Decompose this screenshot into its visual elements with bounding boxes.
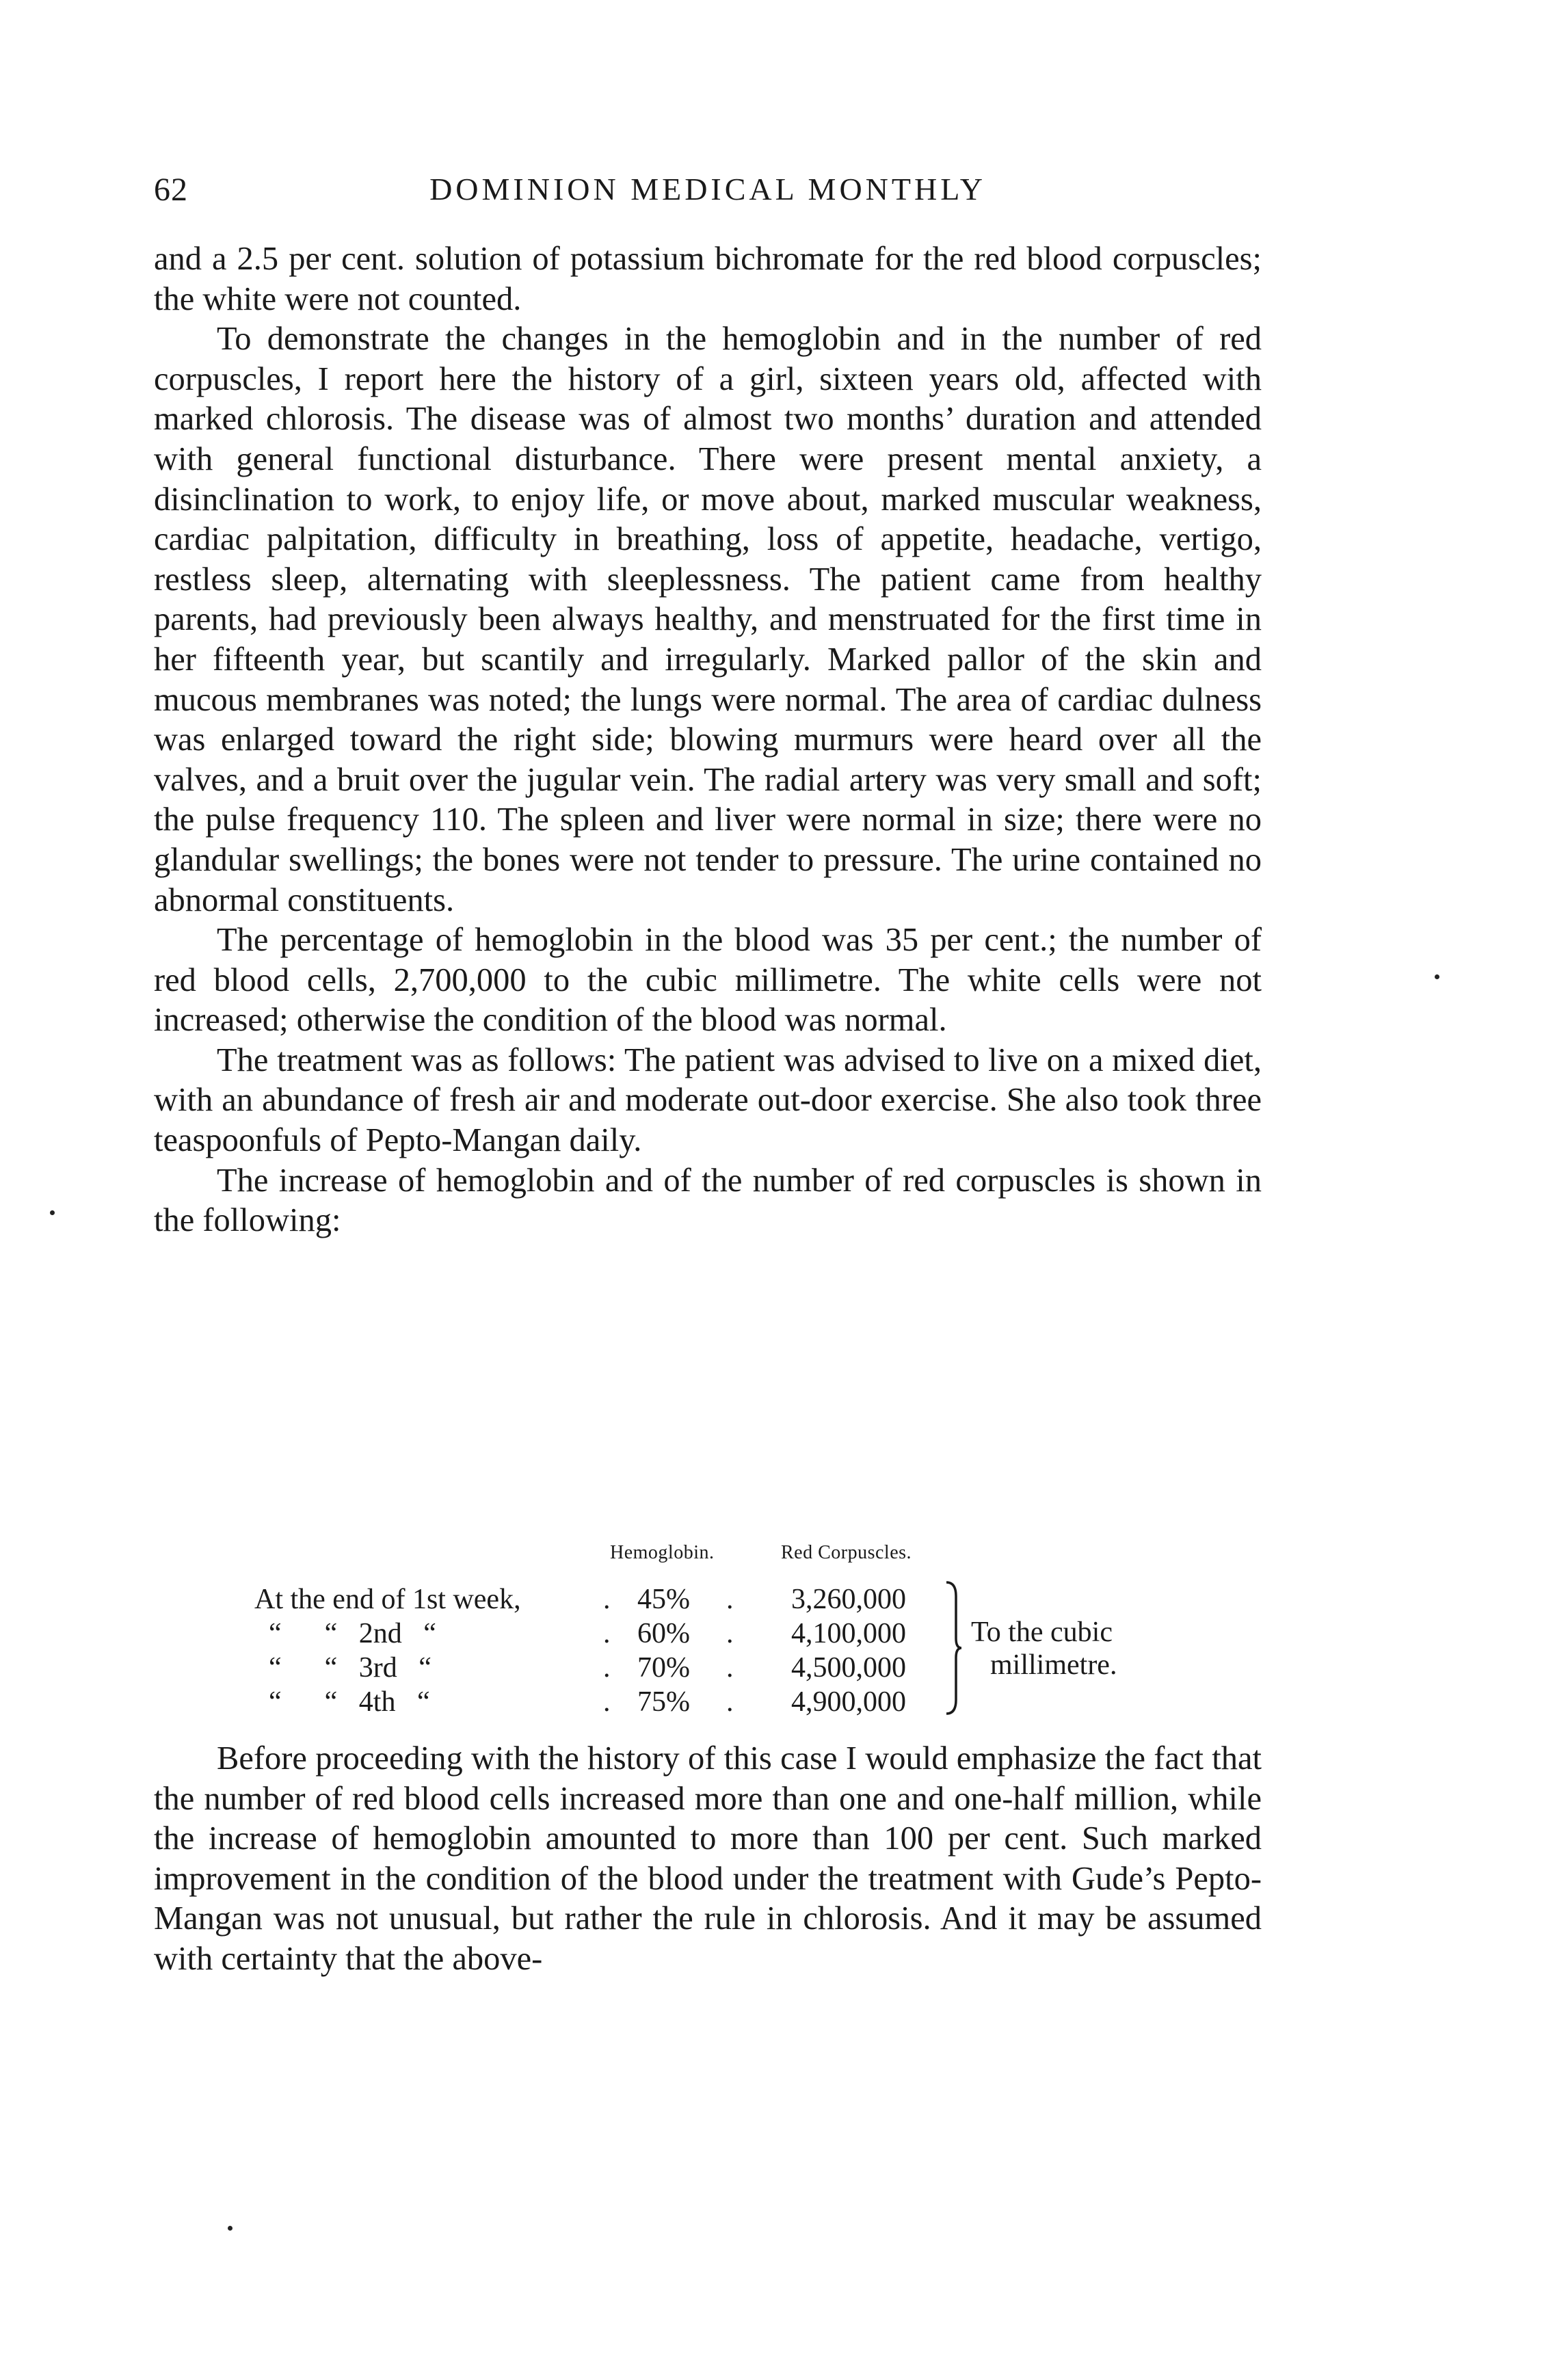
unit-note-line: To the cubic: [971, 1617, 1113, 1648]
unit-note-line: millimetre.: [990, 1649, 1117, 1681]
leader-dot: .: [603, 1618, 611, 1649]
paragraph: and a 2.5 per cent. solution of potassium bichromate for the red blood corpuscles; the white were not counted.: [154, 241, 1262, 317]
row-label: “ “ 2nd “: [254, 1618, 436, 1649]
table-row: [254, 1651, 1007, 1686]
blood-count-table: [254, 1542, 1246, 1720]
page-header: [154, 171, 1262, 219]
print-speck: [50, 1210, 55, 1215]
row-label: At the end of 1st week,: [254, 1584, 521, 1615]
page-number: 62: [154, 172, 188, 208]
leader-dot: .: [603, 1584, 611, 1615]
table-row: [254, 1686, 1007, 1720]
paragraph: Before proceeding with the history of this case I would emphasize the fact that the number of red blood cells increased more than one and one-half million, while the increase of hemoglobin amounted to more than 100 per cent. Such marked improvement in the condition of the blood under the treatment with Gude’s Pepto-Mangan was not unusual, but rather the rule in chlorosis. And it may be assumed with certainty that the above-: [154, 1740, 1262, 1977]
running-head: DOMINION MEDICAL MONTHLY: [429, 172, 986, 207]
leader-dot: .: [726, 1686, 734, 1718]
red-corpuscles-column-header: Red Corpuscles.: [781, 1542, 912, 1563]
red-corpuscles-value: 4,900,000: [791, 1686, 906, 1718]
row-label: “ “ 3rd “: [254, 1652, 431, 1684]
table-row: [254, 1583, 1007, 1617]
red-corpuscles-value: 4,500,000: [791, 1652, 906, 1684]
leader-dot: .: [603, 1652, 611, 1684]
leader-dot: .: [726, 1618, 734, 1649]
hemoglobin-value: 70%: [637, 1652, 690, 1684]
table-row: [254, 1617, 1007, 1651]
print-speck: [228, 2226, 232, 2231]
row-label: “ “ 4th “: [254, 1686, 430, 1718]
print-speck: [1435, 974, 1439, 979]
paragraph: To demonstrate the changes in the hemoglobin and in the number of red corpuscles, I report here the history of a girl, sixteen years old, affected with marked chlorosis. The disease was of almost two months’ duration and attended with general functional disturbance. There were present mental anxiety, a disinclination to work, to enjoy life, or move about, marked muscular weakness, cardiac palpitation, difficulty in breathing, loss of appetite, headache, vertigo, restless sleep, alternating with sleeplessness. The patient came from healthy parents, had previously been always healthy, and menstruated for the first time in her fifteenth year, but scantily and irregularly. Marked pallor of the skin and mucous membranes was noted; the lungs were normal. The area of cardiac dulness was enlarged toward the right side; blowing murmurs were heard over all the valves, and a bruit over the jugular vein. The radial artery was very small and soft; the pulse frequency 110. The spleen and liver were normal in size; there were no glandular swellings; the bones were not tender to pressure. The urine contained no abnormal constituents.: [154, 321, 1262, 918]
hemoglobin-column-header: Hemoglobin.: [610, 1542, 715, 1563]
hemoglobin-value: 45%: [637, 1584, 690, 1615]
leader-dot: .: [726, 1584, 734, 1615]
hemoglobin-value: 75%: [637, 1686, 690, 1718]
closing-text: [154, 1739, 1262, 1980]
leader-dot: .: [726, 1652, 734, 1684]
red-corpuscles-value: 4,100,000: [791, 1618, 906, 1649]
paragraph: The percentage of hemoglobin in the blood was 35 per cent.; the number of red blood cells, 2,700,000 to the cubic millimetre. The white cells were not increased; otherwise the condition of the blood was normal.: [154, 922, 1262, 1039]
red-corpuscles-value: 3,260,000: [791, 1584, 906, 1615]
paragraph: The treatment was as follows: The patient was advised to live on a mixed diet, with an abundance of fresh air and moderate out-door exercise. She also took three teaspoonfuls of Pepto-Mangan daily.: [154, 1041, 1262, 1159]
curly-brace: [944, 1580, 963, 1716]
body-text: [154, 239, 1262, 1241]
paragraph: The increase of hemoglobin and of the number of red corpuscles is shown in the following:: [154, 1162, 1262, 1239]
leader-dot: .: [603, 1686, 611, 1718]
unit-note: [971, 1616, 1117, 1682]
hemoglobin-value: 60%: [637, 1618, 690, 1649]
